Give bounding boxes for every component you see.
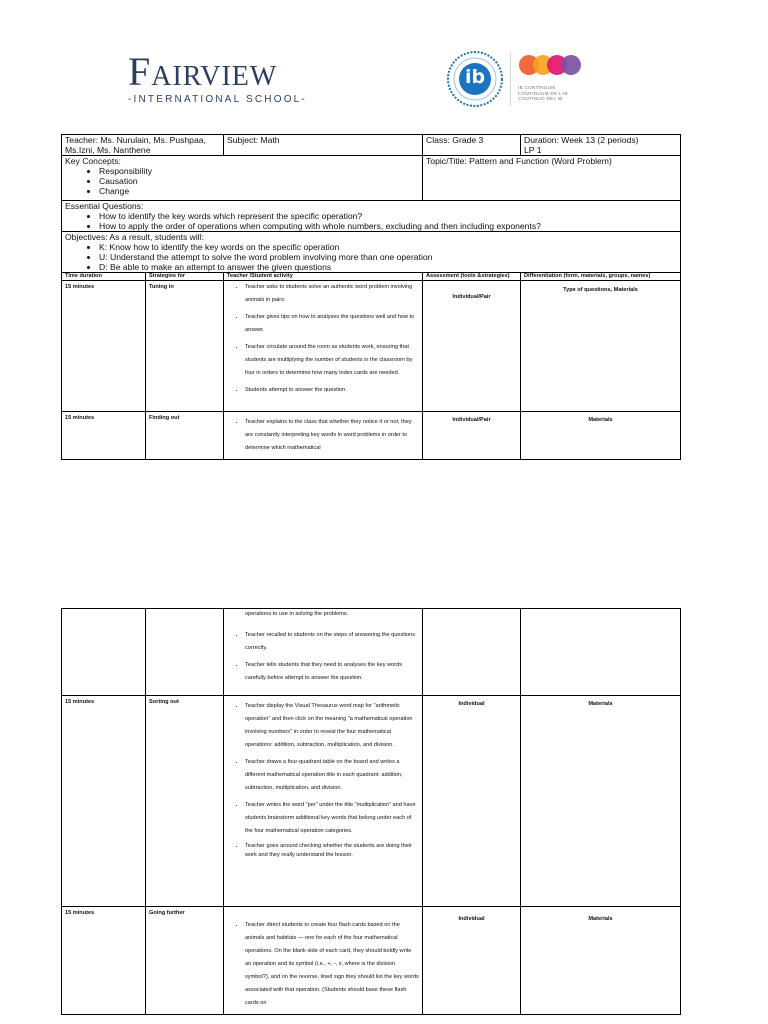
key-concept-item: • Change — [99, 186, 419, 196]
objective-item: • U: Understand the attempt to solve the word problem involving more than one operation — [99, 252, 677, 262]
row-strategy: Sorting out — [146, 696, 224, 907]
ib-continuum-circles-icon — [518, 54, 582, 76]
activity-item: • Teacher display the Visual Thesaurus word map for "arithmetic operation" and then click on the meaning "a mathematical operation involving numbers" in order to reveal the four mathematical operations: addition, subtraction, multiplication, and division. — [245, 700, 419, 752]
activity-item: • Teacher draws a four-quadrant table on the board and writes a different mathematical operation title in each quadrant: addition, subtraction, multiplication, and division. — [245, 756, 419, 795]
col-header-strategies: Strategies for — [146, 273, 224, 281]
essential-questions-cell — [62, 201, 681, 232]
row-strategy — [146, 609, 224, 696]
col-header-activity: Teacher /Student activity — [224, 273, 423, 281]
logo-divider — [510, 52, 511, 106]
lesson-plan-table-continued — [61, 608, 681, 1015]
ib-continuum-en: IB CONTINUUM — [518, 85, 556, 90]
lp-text: LP 1 — [524, 145, 542, 155]
row-activity — [224, 609, 423, 696]
row-differentiation: Type of questions, Materials — [521, 281, 681, 412]
activity-item: • Teacher gives tips on how to analyses the questions well and how to answer. — [245, 311, 419, 337]
row-strategy: Finding out — [146, 412, 224, 460]
school-subtitle: -INTERNATIONAL SCHOOL- — [128, 94, 307, 105]
key-concept-item: • Responsibility — [99, 166, 419, 176]
row-time: 15 minutes — [62, 696, 146, 907]
essential-question-item: • How to identify the key words which represent the specific operation? — [99, 211, 677, 221]
row-assessment: Individual/Pair — [423, 281, 521, 412]
school-name: Fairview — [128, 49, 278, 94]
continued-activity-text: operations to use in solving the problems. — [245, 611, 349, 617]
activity-item: • Teacher asks to students solve an authentic word problem involving animals in pairs: — [245, 281, 419, 307]
col-header-time: Time duration — [62, 273, 146, 281]
row-differentiation — [521, 609, 681, 696]
row-assessment: Individual — [423, 696, 521, 907]
col-header-differentiation: Differentiation (form, materials, groups, names) — [521, 273, 681, 281]
ib-logo-text: ib — [464, 66, 486, 88]
key-concepts-cell — [62, 156, 423, 201]
row-strategy: Tuning in — [146, 281, 224, 412]
ib-continuum-es: CONTINUO DEL IB — [518, 96, 563, 102]
objective-item: • D: Be able to make an attempt to answer the given questions — [99, 262, 677, 272]
row-time — [62, 609, 146, 696]
activity-item: • Teacher recalled to students on the steps of answering the questions correctly. — [245, 629, 419, 655]
row-time: 15 minutes — [62, 281, 146, 412]
subject-cell: Subject: Math — [224, 135, 423, 156]
col-header-assessment: Assessment (tools &strategies) — [423, 273, 521, 281]
key-concept-item: • Causation — [99, 176, 419, 186]
row-activity — [224, 696, 423, 907]
row-strategy: Going further — [146, 907, 224, 1015]
lesson-plan-table — [61, 134, 681, 460]
row-assessment: Individual/Pair — [423, 412, 521, 460]
activity-item: • Teacher writes the word "per" under the title "multiplication" and have students brainstorm additional key words that belong under each of the four mathematical operation categories. — [245, 799, 419, 838]
class-cell: Class: Grade 3 — [423, 135, 521, 156]
ib-continuum-fr: CONTINUUM DE L'IB — [518, 90, 568, 96]
activity-item: • Teacher tells students that they need to analyses the key words carefully before attempt to answer the question. — [245, 659, 419, 685]
row-differentiation: Materials — [521, 412, 681, 460]
row-time: 15 minutes — [62, 907, 146, 1015]
row-differentiation: Materials — [521, 907, 681, 1015]
objectives-label: Objectives: As a result, students will: — [65, 232, 204, 242]
duration-text: Duration: Week 13 (2 periods) — [524, 135, 639, 145]
teacher-cell: Teacher: Ms. Nurulain, Ms. Pushpaa, Ms.Izni, Ms. Nanthene — [62, 135, 224, 156]
row-assessment — [423, 609, 521, 696]
essential-questions-label: Essential Questions: — [65, 201, 144, 211]
row-differentiation: Materials — [521, 696, 681, 907]
objectives-cell — [62, 232, 681, 273]
fairview-logo — [128, 49, 307, 105]
duration-cell — [521, 135, 681, 156]
ib-continuum-logo — [518, 54, 582, 102]
activity-item: • Teacher goes around checking whether the students are doing their work and they really understand the lesson. — [245, 842, 419, 860]
activity-item: • Teacher direct students to create four flash cards based on the animals and habitats — one for each of the four mathematical operations. On the blank side of each card, they should boldly write an operation and its symbol (i.e., +, -, x, where is the division symbol?), and on the reverse, lined sign they should list the key words associated with that operation. (Students should base these flash cards on — [245, 919, 419, 1010]
objective-item: • K: Know how to identify the key words on the specific operation — [99, 242, 677, 252]
row-assessment: Individual — [423, 907, 521, 1015]
essential-question-item: • How to apply the order of operations when computing with whole numbers, excluding and then including exponents? — [99, 221, 677, 231]
row-time: 15 minutes — [62, 412, 146, 460]
activity-item: • Students attempt to answer the question. — [245, 384, 419, 397]
ib-logo-icon — [446, 50, 504, 108]
row-activity — [224, 907, 423, 1015]
row-activity — [224, 281, 423, 412]
activity-item: • Teacher circulate around the room as students work, ensuring that students are multiplying the number of students in the classroom by four in orders to determine how many index cards are needed. — [245, 341, 419, 380]
row-activity — [224, 412, 423, 460]
activity-item: • Teacher explains to the class that whether they notice it or not, they are constantly interpreting key words in word problems in order to determine which mathematical — [245, 416, 419, 455]
topic-cell: Topic/Title: Pattern and Function (Word Problem) — [423, 156, 681, 201]
key-concepts-label: Key Concepts: — [65, 156, 121, 166]
